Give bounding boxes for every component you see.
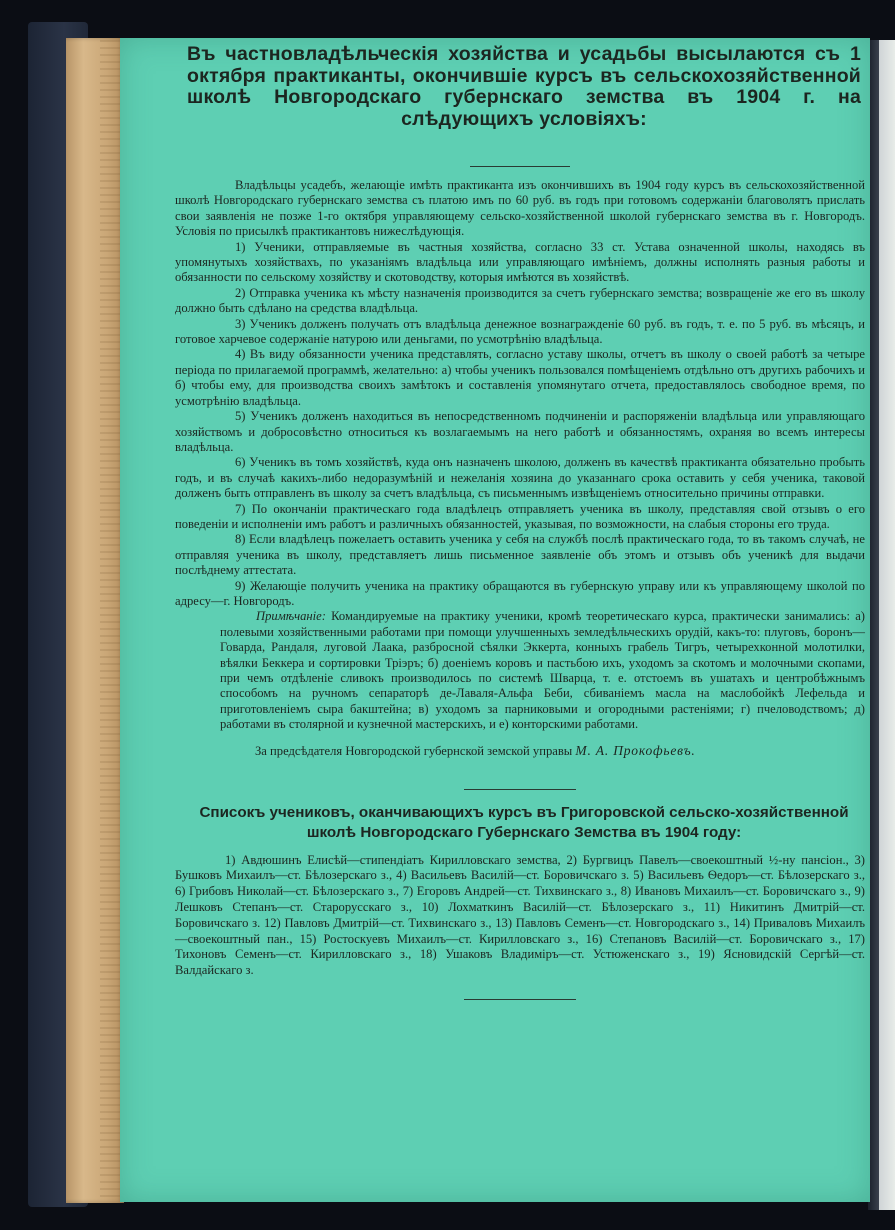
signature-prefix: За предсѣдателя Новгородской губернской земской управы	[255, 743, 573, 758]
printed-sheet	[120, 38, 870, 1202]
intro-paragraph: Владѣльцы усадебъ, желающіе имѣть практиканта изъ окончившихъ въ 1904 году курсъ въ сельскохозяйственной школѣ Новгородскаго губернскаго земства съ платою имъ по 60 руб. въ годъ при готовомъ содержаніи благоволятъ прислать свои заявленія не позже 1-го октября управляющему сельско-хозяйственной школой губернскаго земства въ г. Новгородъ. Условія по присылкѣ практикантовъ нижеслѣдующія.	[175, 178, 865, 239]
section-divider	[464, 789, 576, 790]
condition-6: 6) Ученикъ въ томъ хозяйствѣ, куда онъ назначенъ школою, долженъ въ качествѣ практиканта обязательно пробыть годъ, и въ случаѣ какихъ-либо недоразумѣній и нежеланія хозяина до указаннаго срока оставить у себя ученика, таковой долженъ быть отправленъ въ школу за счетъ владѣльца, съ письменнымъ извѣщеніемъ относительно причины отправки.	[175, 455, 865, 501]
signature-line	[175, 743, 865, 759]
condition-3: 3) Ученикъ долженъ получать отъ владѣльца денежное вознагражденіе 60 руб. въ годъ, т. е. по 5 руб. въ мѣсяцъ, и готовое харчевое содержаніе натурою или деньгами, по усмотрѣнію владѣльца.	[175, 316, 865, 347]
condition-2: 2) Отправка ученика къ мѣсту назначенія производится за счетъ губернскаго земства; возвращеніе же его въ школу должно быть сдѣлано на средства владѣльца.	[175, 285, 865, 316]
adjacent-page-edge	[868, 40, 895, 1210]
condition-1: 1) Ученики, отправляемые въ частныя хозяйства, согласно 33 ст. Устава означенной школы, находясь въ упомянутыхъ хозяйствахъ, по указаніямъ владѣльца или управляющаго имѣніемъ, должны исполнять разныя работы и обязанности по сельскому хозяйству и скотоводству, которыя имѣются въ хозяйствѣ.	[175, 239, 865, 285]
student-list: 1) Авдюшинъ Елисѣй—стипендіатъ Кирилловскаго земства, 2) Бургвицъ Павелъ—своекоштный ½-ну пансіон., 3) Бушковъ Михаилъ—ст. Бѣлозерскаго з., 4) Васильевъ Василій—ст. Боровичскаго з. 5) Васильевъ Ѳедоръ—ст. Бѣлозерскаго з., 6) Грибовъ Николай—ст. Бѣлозерскаго з., 7) Егоровъ Андрей—ст. Тихвинскаго з., 8) Ивановъ Михаилъ—ст. Боровичскаго з., 9) Лешковъ Степанъ—ст. Старорусскаго з., 10) Лохматкинъ Василій—ст. Бѣлозерскаго з., 11) Никитинъ Дмитрій—ст. Боровичскаго з. 12) Павловъ Дмитрій—ст. Тихвинскаго з., 13) Павловъ Семенъ—ст. Новгородскаго з., 14) Приваловъ Михаилъ—своекоштный пан., 15) Ростоскуевъ Михаилъ—ст. Кирилловскаго з., 16) Степановъ Василій—ст. Боровичскаго з., 17) Тихоновъ Семенъ—ст. Кирилловскаго з., 18) Ушаковъ Владиміръ—ст. Устюженскаго з., 19) Ясновидскій Сергѣй—ст. Валдайскаго з.	[175, 852, 865, 978]
student-list-title: Списокъ учениковъ, оканчивающихъ курсъ въ Григоровской сельско-хозяйственной школѣ Новгородскаго Губернскаго Земства въ 1904 году:	[199, 803, 849, 841]
note-text: Командируемые на практику ученики, кромѣ теоретическаго курса, практически занимались: а) полевыми хозяйственными работами при помощи улучшенныхъ земледѣльческихъ орудій, какъ-то: плуговъ, боронъ—Говарда, Рандаля, луговой Лаака, разбросной сѣялки Эккерта, конныхъ грабель Тигръ, четырехконной молотилки, вѣялки Беккера и сортировки Тріэръ; б) доеніемъ коровъ и пастьбою ихъ, уходомъ за скотомъ и молочными скопами, при чемъ отдѣленіе сливокъ производилось по системѣ Шварца, т. е. отстоемъ въ ушатахъ и центробѣжнымъ способомъ на ручномъ сепараторѣ де-Лаваля-Альфа Беби, сбиваніемъ масла на маслобойкѣ Лефельда и приготовленіемъ сыра бакштейна; в) уходомъ за парниковыми и огородными растеніями; г) пчеловодствомъ; д) работами въ столярной и кузнечной мастерскихъ, и е) конторскими работами.	[220, 609, 865, 732]
condition-5: 5) Ученикъ долженъ находиться въ непосредственномъ подчиненіи и распоряженіи владѣльца или управляющаго хозяйствомъ и добросовѣстно относиться къ возлагаемымъ на него работѣ и обязанностямъ, охраняя во всемъ интересы владѣльца.	[175, 409, 865, 454]
note-label: Примѣчаніе:	[256, 609, 326, 624]
condition-8: 8) Если владѣлецъ пожелаетъ оставить ученика у себя на службѣ послѣ практическаго года, то въ такомъ случаѣ, не отправляя ученика въ школу, представляетъ лишь письменное заявленіе объ этомъ и отзывъ объ ученикѣ для выдачи послѣднему аттестата.	[175, 532, 865, 578]
signature-name: М. А. Прокофьевъ.	[575, 742, 696, 758]
condition-4: 4) Въ виду обязанности ученика представлять, согласно уставу школы, отчетъ въ школу о своей работѣ за четыре періода по прилагаемой программѣ, желательно: а) чтобы ученикъ пользовался помѣщеніемъ отдѣльно отъ другихъ рабочихъ и б) чтобы ему, для производства своихъ замѣтокъ и составленія упомянутаго отчета, предоставлялось свободное время, по усмотрѣнію владѣльца.	[175, 347, 865, 408]
closing-divider	[464, 999, 576, 1000]
condition-7: 7) По окончаніи практическаго года владѣлецъ отправляетъ ученика въ школу, представляя свой отзывъ о его поведеніи и исполненіи имъ работъ и различныхъ обязанностей, указывая, по возможности, на слабыя стороны его труда.	[175, 501, 865, 531]
sheet-content	[175, 44, 865, 1000]
note-paragraph	[175, 609, 865, 732]
document-title: Въ частновладѣльческія хозяйства и усадьбы высылаются съ 1 октября практиканты, окончившіе курсъ въ сельскохозяйственной школѣ Новгородскаго губернскаго земства въ 1904 г. на слѣдующихъ условіяхъ:	[187, 43, 861, 130]
conditions-section	[175, 178, 865, 733]
title-divider	[470, 166, 570, 167]
condition-9: 9) Желающіе получить ученика на практику обращаются въ губернскую управу или къ управляющему школой по адресу—г. Новгородъ.	[175, 578, 865, 608]
page-edges	[100, 40, 120, 1200]
